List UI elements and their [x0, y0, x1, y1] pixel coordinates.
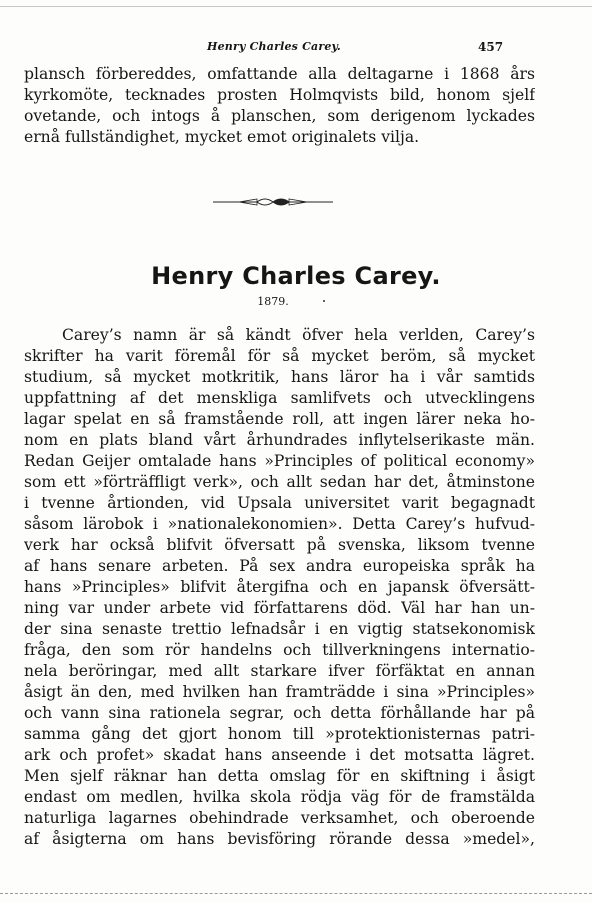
text-line: af hans senare arbeten. På sex andra europeiska språk ha	[24, 557, 535, 575]
article-body	[24, 325, 535, 850]
intro-paragraph	[24, 64, 535, 148]
text-line: lagar spelat en så framstående roll, att ingen lärer neka ho-	[24, 410, 535, 428]
text-line: hans »Principles» blifvit återgifna och en japansk öfversätt-	[24, 578, 535, 596]
text-line: Redan Geijer omtalade hans »Principles of political economy»	[24, 452, 535, 470]
bottom-edge-rule	[0, 893, 592, 894]
text-line: plansch förbereddes, omfattande alla deltagarne i 1868 års	[24, 65, 535, 83]
text-line: nom en plats bland vårt århundrades inflytelserikaste män.	[24, 431, 535, 449]
text-line: samma gång det gjort honom till »protektionisternas patri-	[24, 725, 535, 743]
text-line: naturliga lagarnes obehindrade verksamhet, och oberoende	[24, 809, 535, 827]
page-number: 457	[478, 40, 504, 54]
text-line: nela beröringar, med allt starkare ifver förfäktat en annan	[24, 662, 535, 680]
text-line: endast om medlen, hvilka skola rödja väg för de framstälda	[24, 788, 535, 806]
decorative-rule-ornament-icon	[213, 196, 333, 208]
text-line: studium, så mycket motkritik, hans läror ha i vår samtids	[24, 368, 535, 386]
text-line: skrifter ha varit föremål för så mycket beröm, så mycket	[24, 347, 535, 365]
text-line: och vann sina rationela segrar, och detta förhållande har på	[24, 704, 535, 722]
text-line: ovetande, och intogs å planschen, som derigenom lyckades	[24, 107, 535, 125]
text-line: som ett »förträffligt verk», och allt sedan har det, åtminstone	[24, 473, 535, 491]
text-line: ning var under arbete vid författarens död. Väl har han un-	[24, 599, 535, 617]
text-line: ernå fullständighet, mycket emot originalets vilja.	[24, 128, 420, 146]
text-line: fråga, den som rör handelns och tillverkningens internatio-	[24, 641, 535, 659]
text-line: Men sjelf räknar han detta omslag för en skiftning i åsigt	[24, 767, 535, 785]
text-line: åsigt än den, med hvilken han framträdde i sina »Principles»	[24, 683, 535, 701]
top-edge-rule	[0, 6, 592, 7]
text-line: kyrkomöte, tecknades prosten Holmqvists bild, honom sjelf	[24, 86, 535, 104]
article-year: 1879.	[257, 295, 289, 308]
text-line: af åsigterna om hans bevisföring rörande dessa »medel»,	[24, 830, 535, 848]
text-line: uppfattning af det menskliga samlifvets och utvecklingens	[24, 389, 535, 407]
text-line: såsom lärobok i »nationalekonomien». Detta Carey’s hufvud-	[24, 515, 535, 533]
text-line: i tvenne årtionden, vid Upsala universitet varit begagnadt	[24, 494, 535, 512]
text-line: der sina senaste trettio lefnadsår i en vigtig statsekonomisk	[24, 620, 535, 638]
running-head: Henry Charles Carey.	[207, 40, 341, 53]
text-line: verk har också blifvit öfversatt på svenska, liksom tvenne	[24, 536, 535, 554]
article-title: Henry Charles Carey.	[151, 262, 441, 290]
text-line: Carey’s namn är så kändt öfver hela verlden, Carey’s	[62, 326, 535, 344]
text-line: ark och profet» skadat hans anseende i det motsatta lägret.	[24, 746, 535, 764]
print-speck	[323, 300, 325, 302]
